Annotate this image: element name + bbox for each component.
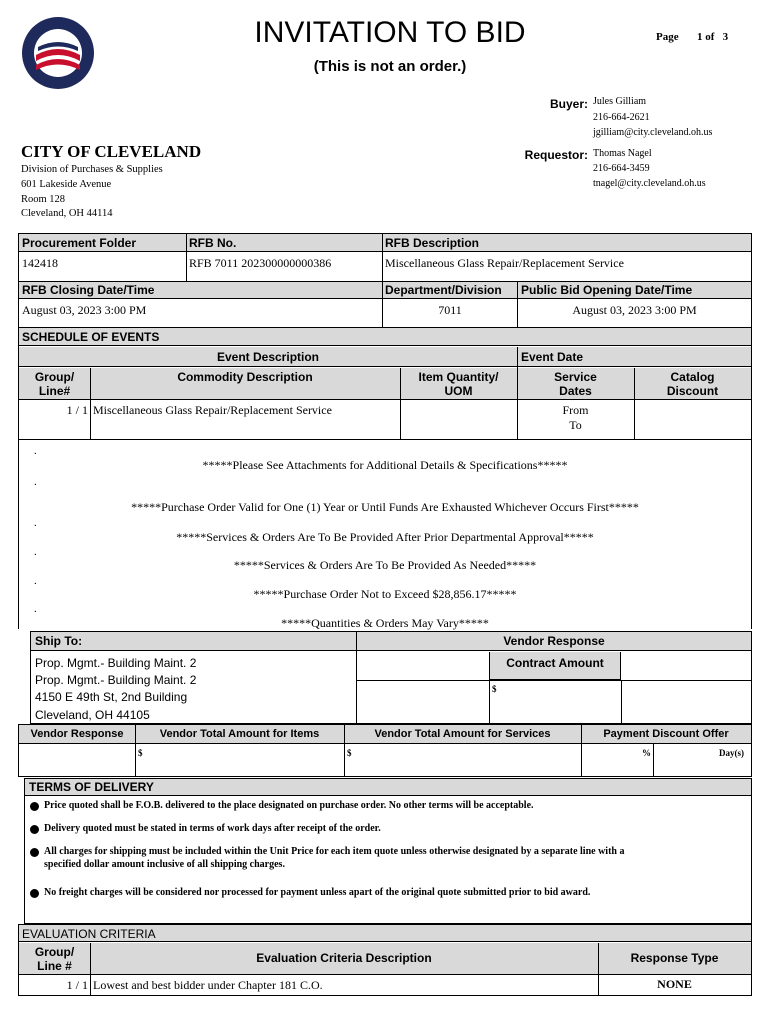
evaluation-row-description: Lowest and best bidder under Chapter 181 C.O. (93, 978, 323, 992)
department-value: 7011 (438, 303, 462, 317)
catalog-discount-header: Catalog Discount (666, 370, 719, 398)
org-line3: Room 128 (21, 194, 66, 205)
evaluation-row-group: 1 / 1 (66, 978, 88, 992)
ship-to-line2: Prop. Mgmt.- Building Maint. 2 (35, 673, 197, 687)
opening-date-label: Public Bid Opening Date/Time (521, 283, 693, 297)
group-line-header: Group/ Line# (34, 370, 75, 398)
requestor-label: Requestor: (524, 148, 588, 162)
schedule-row-commodity: Miscellaneous Glass Repair/Replacement Service (93, 403, 332, 417)
term-freight: No freight charges will be considered nor processed for payment unless apart of the original quote submitted prior to bid award. (44, 887, 591, 898)
bullet-icon (30, 825, 39, 834)
divider (357, 680, 751, 681)
divider (598, 943, 599, 995)
ship-to-label: Ship To: (35, 634, 83, 648)
buyer-phone: 216-664-2621 (593, 112, 650, 123)
divider (90, 368, 91, 440)
divider (344, 725, 345, 776)
total-services-dollar: $ (347, 748, 352, 758)
buyer-name: Jules Gilliam (593, 96, 647, 107)
evaluation-title: EVALUATION CRITERIA (22, 927, 156, 941)
procurement-folder-label: Procurement Folder (22, 236, 137, 250)
note-as-needed: *****Services & Orders Are To Be Provided As Needed***** (233, 558, 537, 572)
closing-date-value: August 03, 2023 3:00 PM (22, 303, 147, 317)
terms-title: TERMS OF DELIVERY (29, 780, 154, 794)
note-marker: . (34, 517, 37, 529)
page-label: Page (656, 31, 679, 43)
contract-amount-input[interactable] (500, 682, 618, 720)
item-quantity-header: Item Quantity/ UOM (418, 370, 499, 398)
ship-to-line1: Prop. Mgmt.- Building Maint. 2 (35, 656, 197, 670)
bullet-icon (30, 802, 39, 811)
divider (90, 943, 91, 995)
evaluation-description-header: Evaluation Criteria Description (256, 951, 432, 965)
bullet-icon (30, 848, 39, 857)
requestor-name: Thomas Nagel (593, 148, 652, 159)
schedule-row-group: 1 / 1 (66, 403, 88, 417)
rfb-no-value: RFB 7011 202300000000386 (189, 256, 332, 270)
department-label: Department/Division (385, 283, 502, 297)
response-type-header: Response Type (630, 951, 719, 965)
payment-discount-header: Payment Discount Offer (603, 728, 729, 740)
note-attachments: *****Please See Attachments for Additional Details & Specifications***** (202, 458, 568, 472)
rfb-description-label: RFB Description (385, 236, 480, 250)
total-items-input[interactable] (146, 746, 341, 774)
term-delivery-days: Delivery quoted must be stated in terms of work days after receipt of the order. (44, 823, 381, 834)
vendor-response-label: Vendor Response (503, 634, 605, 648)
org-line1: Division of Purchases & Supplies (21, 164, 163, 175)
closing-date-label: RFB Closing Date/Time (22, 283, 155, 297)
term-shipping-line2: specified dollar amount inclusive of all shipping charges. (44, 859, 285, 870)
total-services-header: Vendor Total Amount for Services (374, 728, 551, 740)
bullet-icon (30, 889, 39, 898)
term-fob: Price quoted shall be F.O.B. delivered to the place designated on purchase order. No other terms will be acceptable. (44, 800, 534, 811)
divider (135, 725, 136, 776)
note-marker: . (34, 575, 37, 587)
requestor-email: tnagel@city.cleveland.oh.us (593, 178, 706, 189)
divider (186, 234, 187, 281)
event-description-header: Event Description (216, 350, 320, 364)
document-title: INVITATION TO BID (254, 16, 526, 49)
note-not-to-exceed: *****Purchase Order Not to Exceed $28,856.17***** (253, 587, 517, 601)
buyer-label: Buyer: (549, 97, 588, 111)
rfb-description-value: Miscellaneous Glass Repair/Replacement Service (385, 256, 624, 270)
divider (653, 744, 654, 776)
commodity-description-header: Commodity Description (177, 370, 313, 384)
total-items-header: Vendor Total Amount for Items (159, 728, 320, 740)
note-marker: . (34, 603, 37, 615)
note-prior-approval: *****Services & Orders Are To Be Provided After Prior Departmental Approval***** (176, 530, 594, 544)
city-seal-logo (20, 15, 96, 91)
discount-percent-sign: % (642, 748, 651, 758)
document-subtitle: (This is not an order.) (313, 58, 467, 75)
org-line2: 601 Lakeside Avenue (21, 179, 112, 190)
note-marker: . (34, 476, 37, 488)
note-po-valid: *****Purchase Order Valid for One (1) Year or Until Funds Are Exhausted Whichever Occurs First***** (131, 500, 639, 514)
note-marker: . (34, 445, 37, 457)
contract-amount-label: Contract Amount (506, 656, 604, 670)
term-shipping-line1: All charges for shipping must be included within the Unit Price for each item quote unless otherwise designated by a separate line with a (44, 846, 625, 857)
divider (621, 680, 622, 723)
divider (400, 368, 401, 440)
event-date-header: Event Date (521, 350, 584, 364)
schedule-title: SCHEDULE OF EVENTS (22, 330, 160, 344)
service-date-from: From (562, 403, 589, 417)
procurement-folder-value: 142418 (22, 256, 58, 270)
note-quantities-vary: *****Quantities & Orders May Vary***** (281, 616, 489, 630)
divider (382, 234, 383, 327)
contract-amount-dollar: $ (492, 684, 497, 694)
requestor-phone: 216-664-3459 (593, 163, 650, 174)
discount-percent-input[interactable] (584, 746, 638, 774)
buyer-email: jgilliam@city.cleveland.oh.us (593, 127, 713, 138)
vendor-response-column: Vendor Response (30, 728, 124, 740)
divider (489, 680, 490, 723)
divider (517, 281, 518, 327)
divider (517, 347, 518, 440)
evaluation-row-response-type: NONE (657, 977, 692, 991)
rfb-no-label: RFB No. (189, 236, 237, 250)
service-date-to: To (569, 418, 582, 432)
ship-to-line3: 4150 E 49th St, 2nd Building (35, 690, 188, 704)
org-name: CITY OF CLEVELAND (21, 142, 202, 161)
page-number: 1 of 3 (697, 31, 729, 43)
divider (581, 725, 582, 776)
note-marker: . (34, 546, 37, 558)
discount-days-input[interactable] (656, 746, 718, 774)
org-line4: Cleveland, OH 44114 (21, 208, 113, 219)
opening-date-value: August 03, 2023 3:00 PM (572, 303, 697, 317)
evaluation-group-header: Group/ Line # (34, 945, 75, 973)
discount-days-label: Day(s) (719, 748, 744, 758)
service-dates-header: Service Dates (554, 370, 597, 398)
ship-to-line4: Cleveland, OH 44105 (35, 708, 150, 722)
total-services-input[interactable] (356, 746, 578, 774)
divider (634, 368, 635, 440)
total-items-dollar: $ (138, 748, 143, 758)
